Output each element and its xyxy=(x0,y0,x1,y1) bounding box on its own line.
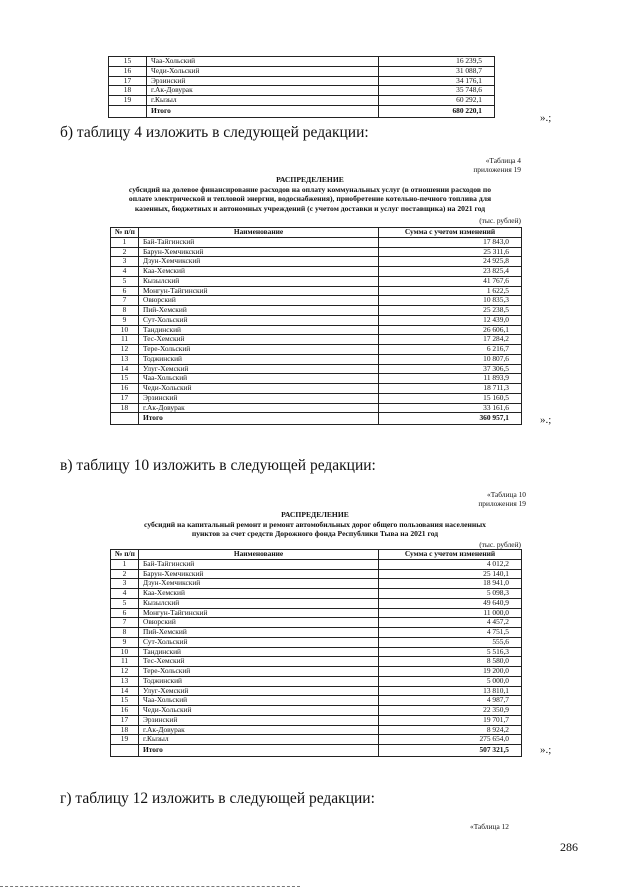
table-row xyxy=(111,403,522,413)
row-name: Бай-Тайгинский xyxy=(139,237,379,247)
table-row xyxy=(111,296,522,306)
total-label: Итого xyxy=(139,745,379,757)
row-value: 11 000,0 xyxy=(379,608,522,618)
row-name: Чаа-Хольский xyxy=(147,57,379,67)
section-b-unit: (тыс. рублей) xyxy=(479,216,521,225)
row-name: Монгун-Тайгинский xyxy=(139,286,379,296)
row-name: Чаа-Хольский xyxy=(139,696,379,706)
section-v-ref-line2: приложения 19 xyxy=(478,499,526,509)
row-name: г.Ак-Довурак xyxy=(139,725,379,735)
table-row xyxy=(111,345,522,355)
row-num: 6 xyxy=(111,286,139,296)
row-num: 17 xyxy=(109,76,147,86)
row-num: 1 xyxy=(111,559,139,569)
row-num: 3 xyxy=(111,579,139,589)
table-row xyxy=(111,579,522,589)
table-row xyxy=(111,374,522,384)
row-num: 14 xyxy=(111,364,139,374)
row-num: 17 xyxy=(111,715,139,725)
table-end-mark-top: ».; xyxy=(540,112,552,124)
table-row xyxy=(109,96,495,106)
row-value: 5 000,0 xyxy=(379,676,522,686)
row-num: 12 xyxy=(111,667,139,677)
table-row xyxy=(109,66,495,76)
section-v-ref xyxy=(400,490,526,509)
table-row xyxy=(111,598,522,608)
row-value: 4 987,7 xyxy=(379,696,522,706)
table-10 xyxy=(110,549,522,757)
table-row xyxy=(109,76,495,86)
row-name: Пий-Хемский xyxy=(139,628,379,638)
table-total-row xyxy=(109,105,495,117)
total-num-cell xyxy=(111,745,139,757)
section-v-title-line3: пунктов за счет средств Дорожного фонда Республики Тыва на 2021 год xyxy=(191,529,439,539)
row-value: 17 284,2 xyxy=(379,335,522,345)
total-value: 680 220,1 xyxy=(379,105,495,117)
table-row xyxy=(111,637,522,647)
row-value: 22 350,9 xyxy=(379,706,522,716)
table-row xyxy=(111,325,522,335)
row-name: Улуг-Хемский xyxy=(139,364,379,374)
table-row xyxy=(111,608,522,618)
table-row xyxy=(111,267,522,277)
section-v-heading: в) таблицу 10 изложить в следующей редакции: xyxy=(60,457,376,474)
row-name: Эрзинский xyxy=(147,76,379,86)
row-num: 2 xyxy=(111,247,139,257)
section-b-title-line3: оплате электрической и тепловой энергии, водоснабжения), приобретение котельно-печного топлива для xyxy=(128,194,492,204)
row-num: 16 xyxy=(111,706,139,716)
table-row xyxy=(111,315,522,325)
table-row xyxy=(111,628,522,638)
row-value: 8 924,2 xyxy=(379,725,522,735)
total-num-cell xyxy=(109,105,147,117)
row-num: 18 xyxy=(111,725,139,735)
row-num: 9 xyxy=(111,637,139,647)
table-row xyxy=(111,618,522,628)
row-num: 4 xyxy=(111,267,139,277)
total-value: 360 957,1 xyxy=(379,413,522,425)
row-name: Кызылский xyxy=(139,598,379,608)
row-value: 23 825,4 xyxy=(379,267,522,277)
table-row xyxy=(111,237,522,247)
table-row xyxy=(111,354,522,364)
row-name: Монгун-Тайгинский xyxy=(139,608,379,618)
row-name: Бай-Тайгинский xyxy=(139,559,379,569)
table-row xyxy=(111,559,522,569)
row-num: 10 xyxy=(111,647,139,657)
row-num: 15 xyxy=(111,374,139,384)
row-value: 8 580,0 xyxy=(379,657,522,667)
row-name: Чеди-Хольский xyxy=(139,384,379,394)
row-name: Улуг-Хемский xyxy=(139,686,379,696)
table-row xyxy=(111,589,522,599)
row-value: 31 088,7 xyxy=(379,66,495,76)
table-end-mark-b: ».; xyxy=(540,414,552,426)
section-b-title xyxy=(80,175,540,213)
row-value: 25 238,5 xyxy=(379,306,522,316)
row-value: 25 311,6 xyxy=(379,247,522,257)
section-g-ref: «Таблица 12 xyxy=(470,822,509,831)
row-value: 555,6 xyxy=(379,637,522,647)
total-num-cell xyxy=(111,413,139,425)
row-value: 34 176,1 xyxy=(379,76,495,86)
row-name: Сут-Хольский xyxy=(139,315,379,325)
row-name: Пий-Хемский xyxy=(139,306,379,316)
table-row xyxy=(111,735,522,745)
table-row xyxy=(111,306,522,316)
total-value: 507 321,5 xyxy=(379,745,522,757)
row-name: Барун-Хемчикский xyxy=(139,569,379,579)
row-value: 33 161,6 xyxy=(379,403,522,413)
row-value: 18 941,0 xyxy=(379,579,522,589)
row-num: 12 xyxy=(111,345,139,355)
table-row xyxy=(111,393,522,403)
section-v-title xyxy=(80,510,550,539)
page-footer-divider xyxy=(0,886,300,887)
row-name: Эрзинский xyxy=(139,715,379,725)
row-value: 41 767,6 xyxy=(379,276,522,286)
col-header-name: Наименование xyxy=(139,228,379,238)
row-name: Тоджинский xyxy=(139,354,379,364)
table-row xyxy=(111,364,522,374)
row-num: 19 xyxy=(111,735,139,745)
row-num: 6 xyxy=(111,608,139,618)
table-row xyxy=(111,384,522,394)
table-row xyxy=(111,686,522,696)
row-value: 16 239,5 xyxy=(379,57,495,67)
row-num: 15 xyxy=(111,696,139,706)
col-header-num: № п/п xyxy=(111,550,139,560)
row-name: Кызылский xyxy=(139,276,379,286)
row-value: 37 306,5 xyxy=(379,364,522,374)
section-b-title-line4: казенных, бюджетных и автономных учреждений (с учетом доставки и услуг поставщика) на 2021 год xyxy=(134,203,486,213)
row-value: 13 810,1 xyxy=(379,686,522,696)
section-b-title-line1: РАСПРЕДЕЛЕНИЕ xyxy=(276,175,344,184)
section-v-title-line1: РАСПРЕДЕЛЕНИЕ xyxy=(281,510,349,519)
row-name: Чаа-Хольский xyxy=(139,374,379,384)
row-value: 1 622,5 xyxy=(379,286,522,296)
row-num: 17 xyxy=(111,393,139,403)
row-value: 11 893,9 xyxy=(379,374,522,384)
section-b-title-line2: субсидий на долевое финансирование расходов на оплату коммунальных услуг (в отношении расходов по xyxy=(128,184,492,194)
section-v-ref-line1: «Таблица 10 xyxy=(487,490,526,499)
row-name: Барун-Хемчикский xyxy=(139,247,379,257)
row-value: 5 098,3 xyxy=(379,589,522,599)
table-total-row xyxy=(111,745,522,757)
row-value: 35 748,6 xyxy=(379,86,495,96)
col-header-num: № п/п xyxy=(111,228,139,238)
row-name: Каа-Хемский xyxy=(139,589,379,599)
row-name: г.Кызыл xyxy=(147,96,379,106)
row-value: 4 012,2 xyxy=(379,559,522,569)
row-num: 16 xyxy=(109,66,147,76)
table-row xyxy=(111,247,522,257)
table-4 xyxy=(110,227,522,425)
row-value: 12 439,0 xyxy=(379,315,522,325)
row-num: 11 xyxy=(111,335,139,345)
table-row xyxy=(111,569,522,579)
row-value: 15 160,5 xyxy=(379,393,522,403)
row-name: г.Кызыл xyxy=(139,735,379,745)
row-name: Дзун-Хемчикский xyxy=(139,257,379,267)
row-value: 19 701,7 xyxy=(379,715,522,725)
table-row xyxy=(111,715,522,725)
row-num: 8 xyxy=(111,306,139,316)
row-name: Чеди-Хольский xyxy=(139,706,379,716)
row-value: 4 457,2 xyxy=(379,618,522,628)
row-num: 13 xyxy=(111,676,139,686)
table-end-mark-v: ».; xyxy=(540,744,552,756)
table-row xyxy=(111,657,522,667)
row-value: 25 140,1 xyxy=(379,569,522,579)
row-value: 10 807,6 xyxy=(379,354,522,364)
row-num: 18 xyxy=(111,403,139,413)
table-total-row xyxy=(111,413,522,425)
row-num: 2 xyxy=(111,569,139,579)
table-row xyxy=(111,696,522,706)
row-value: 10 835,3 xyxy=(379,296,522,306)
row-name: Тандинский xyxy=(139,325,379,335)
row-name: Тере-Хольский xyxy=(139,345,379,355)
row-num: 7 xyxy=(111,618,139,628)
row-num: 1 xyxy=(111,237,139,247)
table-row xyxy=(111,725,522,735)
row-value: 275 654,0 xyxy=(379,735,522,745)
row-num: 4 xyxy=(111,589,139,599)
row-name: Тес-Хемский xyxy=(139,335,379,345)
row-value: 4 751,5 xyxy=(379,628,522,638)
row-name: Тоджинский xyxy=(139,676,379,686)
section-b-ref-line2: приложения 19 xyxy=(473,165,521,175)
row-num: 3 xyxy=(111,257,139,267)
row-value: 49 640,9 xyxy=(379,598,522,608)
row-num: 16 xyxy=(111,384,139,394)
row-name: Тес-Хемский xyxy=(139,657,379,667)
section-v-unit: (тыс. рублей) xyxy=(479,540,521,549)
row-num: 14 xyxy=(111,686,139,696)
row-value: 6 216,7 xyxy=(379,345,522,355)
table-row xyxy=(109,86,495,96)
row-value: 18 711,3 xyxy=(379,384,522,394)
section-v-title-line2: субсидий на капитальный ремонт и ремонт автомобильных дорог общего пользования населенных xyxy=(144,519,486,529)
col-header-value: Сумма с учетом изменений xyxy=(379,550,522,560)
row-name: Каа-Хемский xyxy=(139,267,379,277)
table-row xyxy=(111,286,522,296)
row-value: 24 925,8 xyxy=(379,257,522,267)
row-value: 19 200,0 xyxy=(379,667,522,677)
row-num: 19 xyxy=(109,96,147,106)
row-num: 7 xyxy=(111,296,139,306)
row-num: 5 xyxy=(111,598,139,608)
section-b-ref-line1: «Таблица 4 xyxy=(485,156,521,165)
table-row xyxy=(111,667,522,677)
col-header-name: Наименование xyxy=(139,550,379,560)
row-value: 60 292,1 xyxy=(379,96,495,106)
section-g-heading: г) таблицу 12 изложить в следующей редакции: xyxy=(60,790,375,807)
row-value: 17 843,0 xyxy=(379,237,522,247)
row-num: 10 xyxy=(111,325,139,335)
row-num: 9 xyxy=(111,315,139,325)
row-name: г.Ак-Довурак xyxy=(139,403,379,413)
section-b-heading: б) таблицу 4 изложить в следующей редакции: xyxy=(60,124,369,141)
table-continued xyxy=(108,56,495,118)
row-num: 8 xyxy=(111,628,139,638)
table-row xyxy=(111,706,522,716)
col-header-value: Сумма с учетом изменений xyxy=(379,228,522,238)
row-name: г.Ак-Довурак xyxy=(147,86,379,96)
row-name: Сут-Хольский xyxy=(139,637,379,647)
table-row xyxy=(111,676,522,686)
row-num: 13 xyxy=(111,354,139,364)
total-label: Итого xyxy=(147,105,379,117)
row-name: Овюрский xyxy=(139,618,379,628)
table-row xyxy=(111,335,522,345)
row-num: 5 xyxy=(111,276,139,286)
row-name: Эрзинский xyxy=(139,393,379,403)
row-name: Дзун-Хемчикский xyxy=(139,579,379,589)
page-number: 286 xyxy=(560,840,578,854)
table-row xyxy=(109,57,495,67)
table-row xyxy=(111,647,522,657)
section-b-ref xyxy=(400,156,521,175)
row-num: 11 xyxy=(111,657,139,667)
total-label: Итого xyxy=(139,413,379,425)
table-row xyxy=(111,276,522,286)
table-row xyxy=(111,257,522,267)
row-name: Тере-Хольский xyxy=(139,667,379,677)
row-num: 15 xyxy=(109,57,147,67)
row-name: Тандинский xyxy=(139,647,379,657)
row-value: 26 606,1 xyxy=(379,325,522,335)
row-num: 18 xyxy=(109,86,147,96)
row-value: 5 516,3 xyxy=(379,647,522,657)
row-name: Овюрский xyxy=(139,296,379,306)
row-name: Чеди-Хольский xyxy=(147,66,379,76)
